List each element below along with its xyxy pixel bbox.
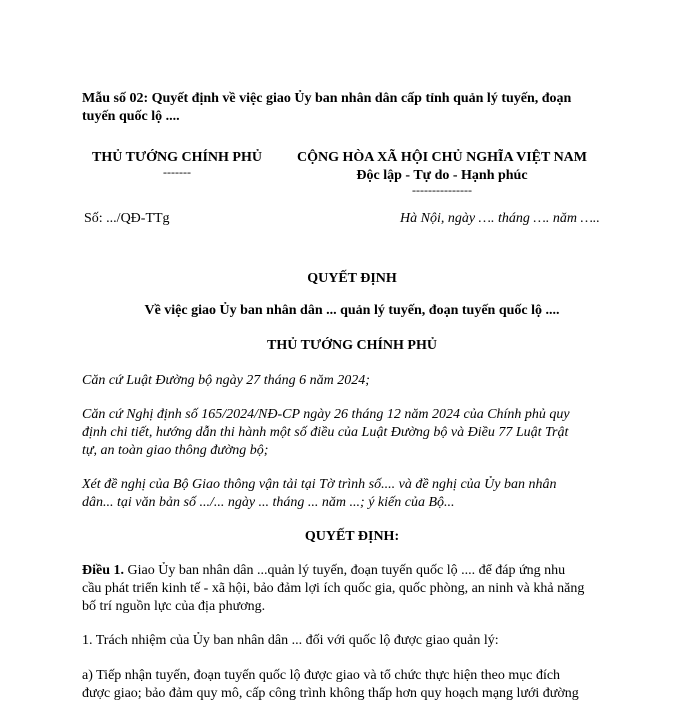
document-number: Số: .../QĐ-TTg — [84, 211, 170, 226]
decision-heading: QUYẾT ĐỊNH: — [304, 529, 400, 544]
issuer-underline: ------- — [163, 165, 191, 179]
article-1-label: Điều 1. — [82, 563, 124, 578]
article-1-line-2: cầu phát triển kinh tế - xã hội, bảo đảm lợi ích quốc gia, quốc phòng, an ninh và khả năng — [82, 581, 585, 596]
place-date: Hà Nội, ngày …. tháng …. năm ….. — [400, 211, 600, 226]
form-title-line-2: tuyến quốc lộ .... — [82, 109, 180, 124]
issuer-name: THỦ TƯỚNG CHÍNH PHỦ — [92, 150, 262, 165]
legal-basis-3-line-2: dân... tại văn bản số .../... ngày ... tháng ... năm ...; ý kiến của Bộ... — [82, 495, 455, 510]
clause-a-line-1: a) Tiếp nhận tuyến, đoạn tuyến quốc lộ được giao và tổ chức thực hiện theo mục đích — [82, 668, 561, 683]
form-title-line-1: Mẫu số 02: Quyết định về việc giao Ủy ban nhân dân cấp tỉnh quản lý tuyến, đoạn — [82, 91, 572, 106]
article-1-line-3: bố trí nguồn lực của địa phương. — [82, 599, 266, 614]
legal-basis-3-line-1: Xét đề nghị của Bộ Giao thông vận tải tại Tờ trình số.... và đề nghị của Ủy ban nhân — [82, 477, 557, 492]
document-type: QUYẾT ĐỊNH — [307, 271, 397, 286]
legal-basis-2-line-2: định chi tiết, hướng dẫn thi hành một số điều của Luật Đường bộ và Điều 77 Luật Trật — [82, 425, 569, 440]
legal-basis-1: Căn cứ Luật Đường bộ ngày 27 tháng 6 năm 2024; — [82, 373, 370, 388]
article-1-line-1 — [82, 562, 622, 580]
nation-name: CỘNG HÒA XÃ HỘI CHỦ NGHĨA VIỆT NAM — [296, 150, 587, 165]
clause-1: 1. Trách nhiệm của Ủy ban nhân dân ... đối với quốc lộ được giao quản lý: — [82, 633, 499, 648]
motto-underline: --------------- — [412, 183, 472, 197]
legal-basis-2-line-1: Căn cứ Nghị định số 165/2024/NĐ-CP ngày 26 tháng 12 năm 2024 của Chính phủ quy — [82, 407, 570, 422]
motto: Độc lập - Tự do - Hạnh phúc — [356, 168, 528, 183]
document-subject: Về việc giao Ủy ban nhân dân ... quản lý tuyến, đoạn tuyến quốc lộ .... — [144, 303, 560, 318]
article-1-text: Giao Ủy ban nhân dân ...quản lý tuyến, đoạn tuyến quốc lộ .... để đáp ứng nhu — [124, 563, 566, 578]
legal-basis-2-line-3: tự, an toàn giao thông đường bộ; — [82, 443, 269, 458]
issuing-authority: THỦ TƯỚNG CHÍNH PHỦ — [267, 338, 437, 353]
clause-a-line-2: được giao; bảo đảm quy mô, cấp công trình không thấp hơn quy hoạch mạng lưới đường — [82, 686, 579, 701]
